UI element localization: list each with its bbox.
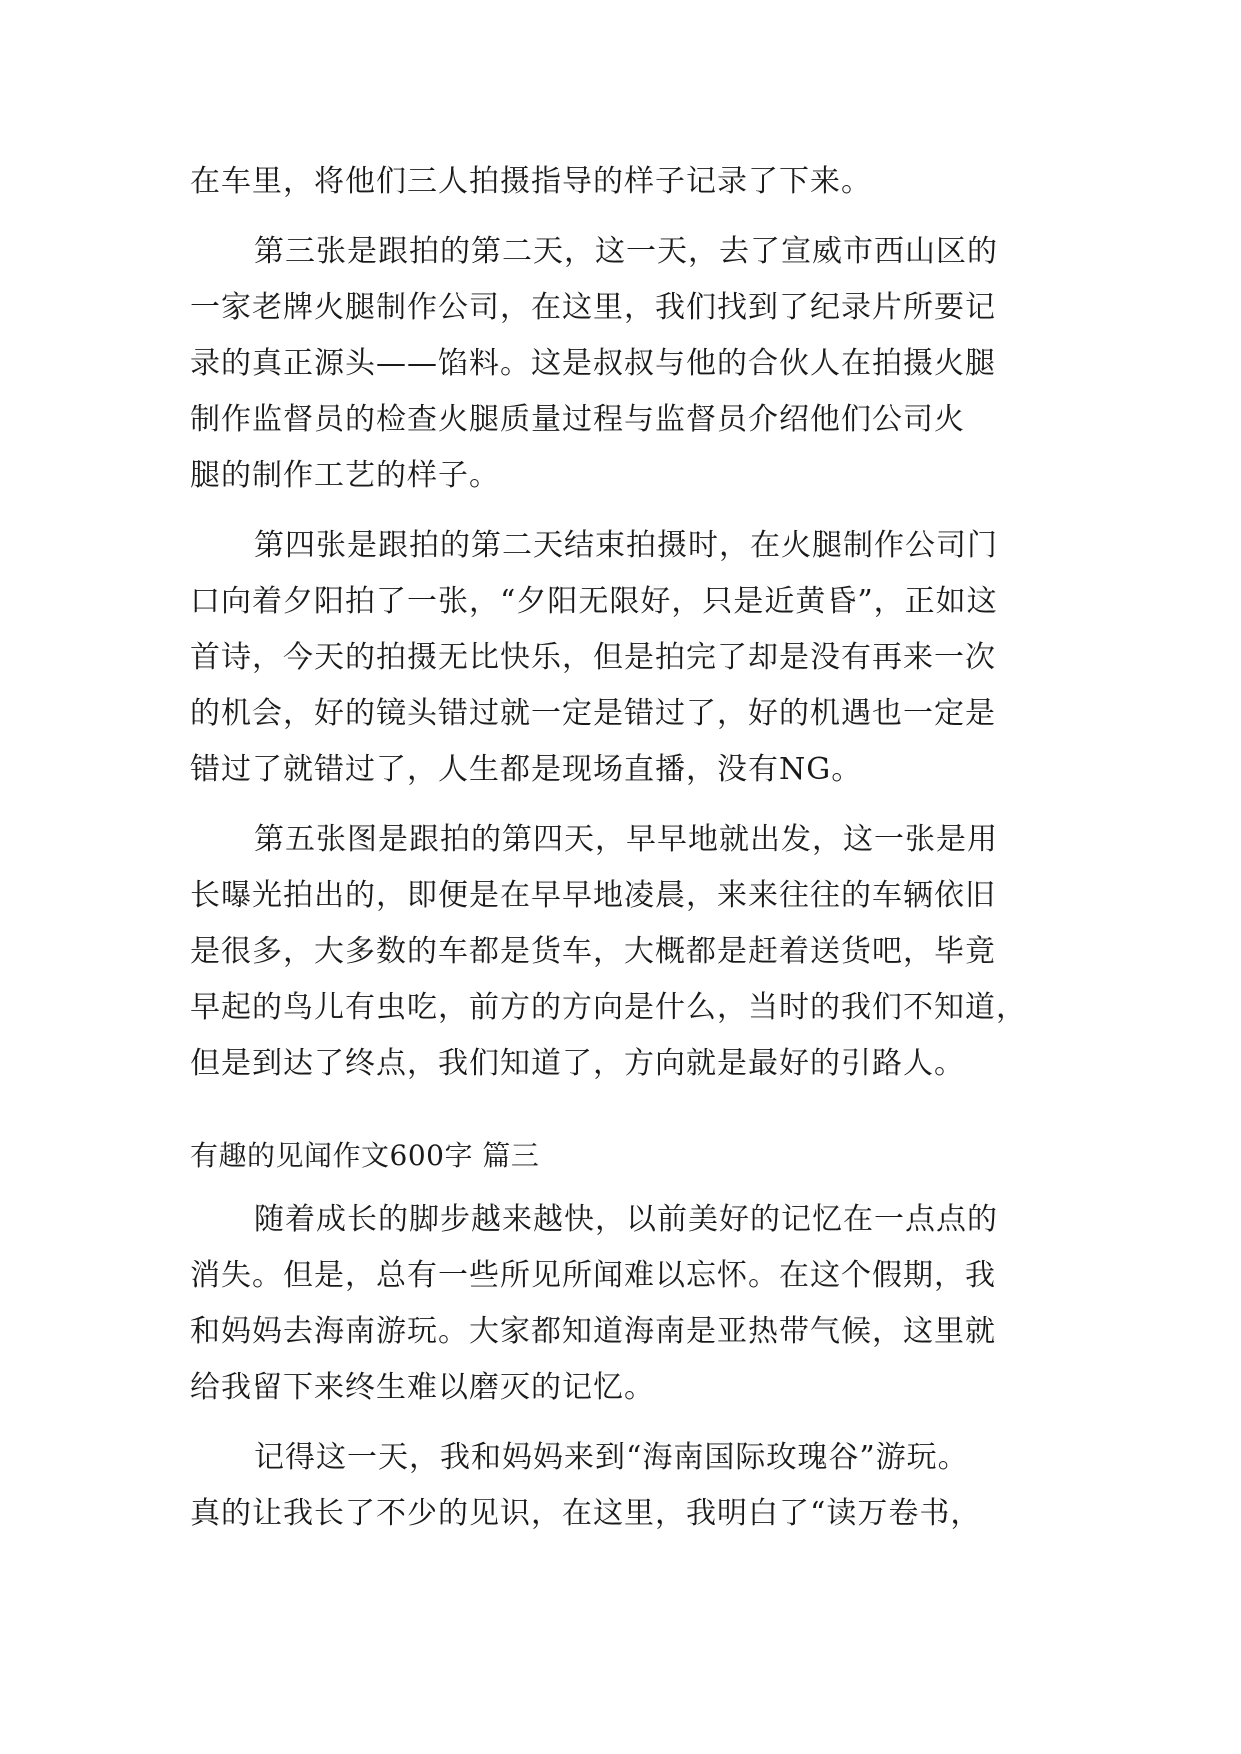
paragraph <box>190 812 1060 1092</box>
paragraph <box>190 154 1060 210</box>
section-heading: 有趣的见闻作文600字 篇三 <box>190 1139 540 1172</box>
text-line: 第四张是跟拍的第二天结束拍摄时，在火腿制作公司门 <box>254 528 998 563</box>
paragraph <box>190 224 1060 504</box>
text-line: 首诗，今天的拍摄无比快乐，但是拍完了却是没有再来一次 <box>190 640 996 675</box>
text-line: 口向着夕阳拍了一张，“夕阳无限好，只是近黄昏”，正如这 <box>190 584 998 619</box>
text-line: 随着成长的脚步越来越快，以前美好的记忆在一点点的 <box>254 1202 998 1237</box>
text-line: 给我留下来终生难以磨灭的记忆。 <box>190 1370 655 1405</box>
paragraph <box>190 518 1060 798</box>
text-line: 制作监督员的检查火腿质量过程与监督员介绍他们公司火 <box>190 402 965 437</box>
text-line: 的机会，好的镜头错过就一定是错过了，好的机遇也一定是 <box>190 696 996 731</box>
text-line: 错过了就错过了，人生都是现场直播，没有NG。 <box>190 752 863 787</box>
text-line: 真的让我长了不少的见识，在这里，我明白了“读万卷书， <box>190 1496 982 1531</box>
document-body <box>190 154 1060 1556</box>
text-line: 是很多，大多数的车都是货车，大概都是赶着送货吧，毕竟 <box>190 934 996 969</box>
text-line: 录的真正源头——馅料。这是叔叔与他的合伙人在拍摄火腿 <box>190 346 996 381</box>
text-line: 记得这一天，我和妈妈来到“海南国际玫瑰谷”游玩。 <box>254 1440 969 1475</box>
text-line: 和妈妈去海南游玩。大家都知道海南是亚热带气候，这里就 <box>190 1314 996 1349</box>
text-line: 但是到达了终点，我们知道了，方向就是最好的引路人。 <box>190 1046 965 1081</box>
text-line: 腿的制作工艺的样子。 <box>190 458 500 493</box>
paragraph <box>190 1192 1060 1416</box>
text-line: 早起的鸟儿有虫吃，前方的方向是什么，当时的我们不知道， <box>190 990 1027 1025</box>
text-line: 第三张是跟拍的第二天，这一天，去了宣威市西山区的 <box>254 234 998 269</box>
text-line: 一家老牌火腿制作公司，在这里，我们找到了纪录片所要记 <box>190 290 996 325</box>
text-line: 消失。但是，总有一些所见所闻难以忘怀。在这个假期，我 <box>190 1258 996 1293</box>
paragraph <box>190 1430 1060 1542</box>
text-line: 在车里，将他们三人拍摄指导的样子记录了下来。 <box>190 164 872 199</box>
text-line: 长曝光拍出的，即便是在早早地凌晨，来来往往的车辆依旧 <box>190 878 996 913</box>
text-line: 第五张图是跟拍的第四天，早早地就出发，这一张是用 <box>254 822 998 857</box>
